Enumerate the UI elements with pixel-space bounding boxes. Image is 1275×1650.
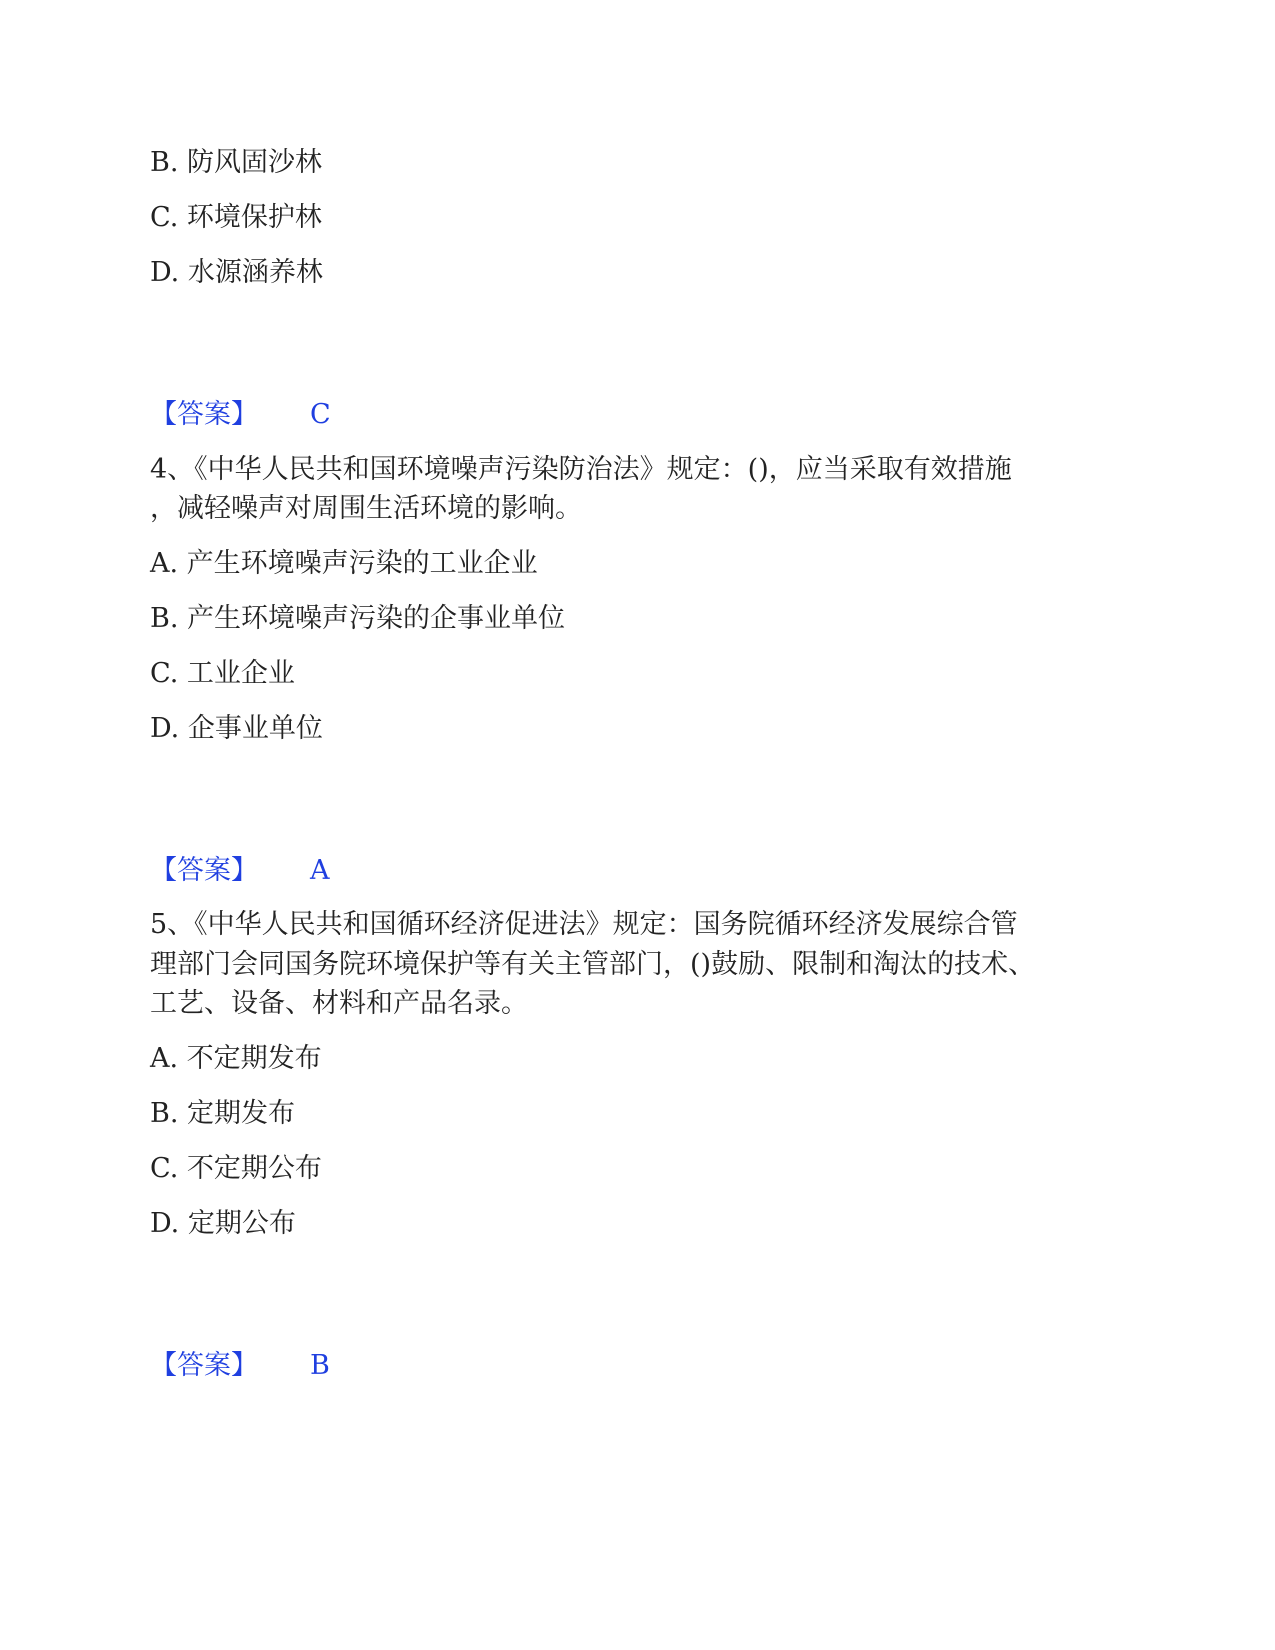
q5-option-c: C. 不定期公布: [150, 1153, 322, 1184]
answer-3: [150, 398, 331, 432]
answer-label: 【答案】: [150, 1350, 258, 1381]
q4-option-a: A. 产生环境噪声污染的工业企业: [150, 548, 538, 579]
q4-stem-line-1: 4、《中华人民共和国环境噪声污染防治法》规定：()，应当采取有效措施: [150, 454, 1012, 485]
answer-5: [150, 1349, 330, 1383]
q3-option-c: C. 环境保护林: [150, 202, 322, 233]
q4-stem-line-2: ，减轻噪声对周围生活环境的影响。: [150, 493, 582, 524]
q4-option-d: D. 企事业单位: [150, 713, 323, 744]
q3-option-d: D. 水源涵养林: [150, 257, 323, 288]
q4-option-c: C. 工业企业: [150, 658, 295, 689]
q5-option-d: D. 定期公布: [150, 1208, 296, 1239]
answer-label: 【答案】: [150, 855, 258, 886]
q5-option-b: B. 定期发布: [150, 1098, 296, 1129]
q5-stem-line-2: 理部门会同国务院环境保护等有关主管部门，()鼓励、限制和淘汰的技术、: [150, 949, 1036, 980]
answer-value: C: [310, 399, 331, 430]
q3-option-b: B. 防风固沙林: [150, 147, 323, 178]
q4-option-b: B. 产生环境噪声污染的企事业单位: [150, 603, 566, 634]
answer-label: 【答案】: [150, 399, 258, 430]
q5-stem-line-3: 工艺、设备、材料和产品名录。: [150, 988, 528, 1019]
answer-value: A: [310, 855, 330, 886]
q5-stem-line-1: 5、《中华人民共和国循环经济促进法》规定：国务院循环经济发展综合管: [150, 909, 1018, 940]
answer-value: B: [310, 1350, 330, 1381]
q5-option-a: A. 不定期发布: [150, 1043, 322, 1074]
answer-4: [150, 854, 330, 888]
